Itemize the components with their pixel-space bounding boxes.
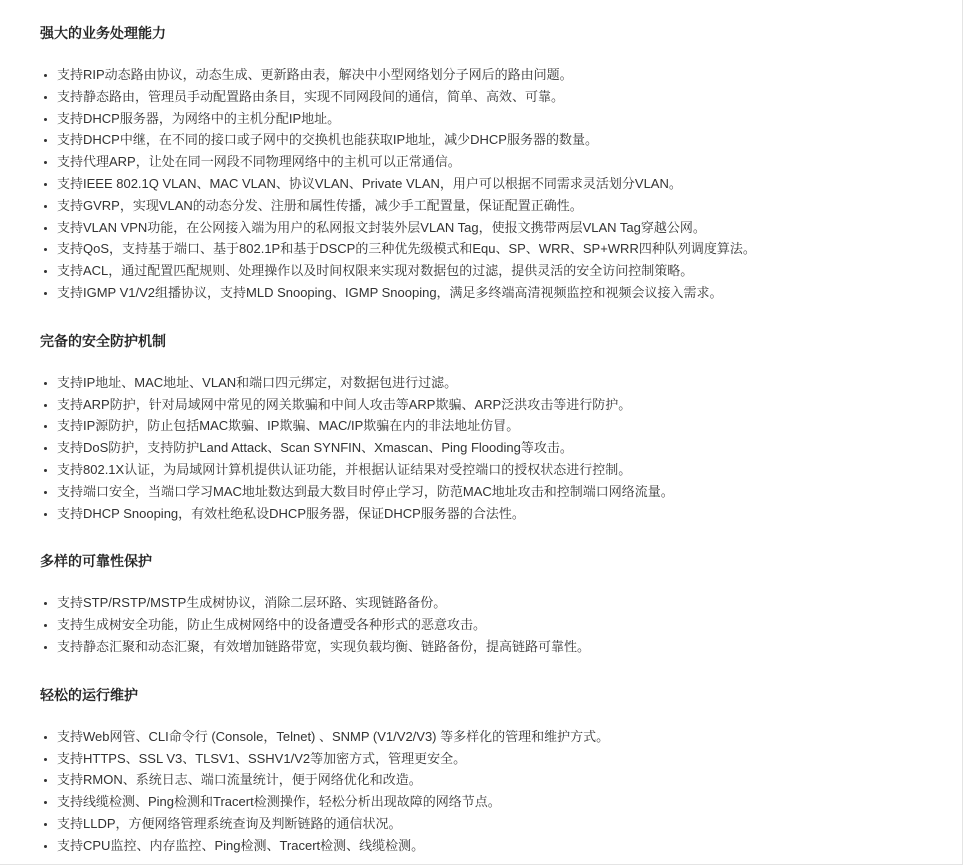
section-reliability-protection <box>40 552 922 657</box>
list-item: • 支持线缆检测、Ping检测和Tracert检测操作，轻松分析出现故障的网络节点。 <box>57 791 922 813</box>
feature-list-security-protection <box>40 372 922 525</box>
list-item: • 支持802.1X认证，为局域网计算机提供认证功能，并根据认证结果对受控端口的授权状态进行控制。 <box>57 459 922 481</box>
list-item: • 支持STP/RSTP/MSTP生成树协议，消除二层环路、实现链路备份。 <box>57 592 922 614</box>
list-item: • 支持ARP防护，针对局域网中常见的网关欺骗和中间人攻击等ARP欺骗、ARP泛洪攻击等进行防护。 <box>57 394 922 416</box>
list-item: • 支持Web网管、CLI命令行 (Console，Telnet) 、SNMP (V1/V2/V3) 等多样化的管理和维护方式。 <box>57 726 922 748</box>
list-item: • 支持LLDP，方便网络管理系统查询及判断链路的通信状况。 <box>57 813 922 835</box>
list-item: • 支持IEEE 802.1Q VLAN、MAC VLAN、协议VLAN、Private VLAN，用户可以根据不同需求灵活划分VLAN。 <box>57 173 922 195</box>
list-item: • 支持IP地址、MAC地址、VLAN和端口四元绑定，对数据包进行过滤。 <box>57 372 922 394</box>
list-item: • 支持ACL，通过配置匹配规则、处理操作以及时间权限来实现对数据包的过滤，提供灵活的安全访问控制策略。 <box>57 260 922 282</box>
section-heading-reliability-protection: 多样的可靠性保护 <box>40 553 152 570</box>
section-heading-business-capability: 强大的业务处理能力 <box>40 25 166 41</box>
list-item: • 支持QoS，支持基于端口、基于802.1P和基于DSCP的三种优先级模式和Equ、SP、WRR、SP+WRR四种队列调度算法。 <box>57 238 922 260</box>
list-item: • 支持DHCP中继，在不同的接口或子网中的交换机也能获取IP地址，减少DHCP服务器的数量。 <box>57 129 922 151</box>
list-item: • 支持DHCP Snooping，有效杜绝私设DHCP服务器，保证DHCP服务器的合法性。 <box>57 503 922 525</box>
section-security-protection <box>40 332 922 525</box>
list-item: • 支持端口安全，当端口学习MAC地址数达到最大数目时停止学习，防范MAC地址攻击和控制端口网络流量。 <box>57 481 922 503</box>
list-item: • 支持静态路由，管理员手动配置路由条目，实现不同网段间的通信，简单、高效、可靠。 <box>57 86 922 108</box>
section-business-capability <box>40 24 922 304</box>
list-item: • 支持生成树安全功能，防止生成树网络中的设备遭受各种形式的恶意攻击。 <box>57 614 922 636</box>
list-item: • 支持IP源防护，防止包括MAC欺骗、IP欺骗、MAC/IP欺骗在内的非法地址仿冒。 <box>57 415 922 437</box>
list-item: • 支持DHCP服务器，为网络中的主机分配IP地址。 <box>57 108 922 130</box>
list-item: • 支持HTTPS、SSL V3、TLSV1、SSHV1/V2等加密方式，管理更安全。 <box>57 748 922 770</box>
list-item: • 支持GVRP，实现VLAN的动态分发、注册和属性传播，减少手工配置量，保证配置正确性。 <box>57 195 922 217</box>
section-heading-easy-maintenance: 轻松的运行维护 <box>40 686 138 703</box>
feature-list-business-capability <box>40 64 922 304</box>
list-item: • 支持IGMP V1/V2组播协议，支持MLD Snooping、IGMP Snooping，满足多终端高清视频监控和视频会议接入需求。 <box>57 282 922 304</box>
section-easy-maintenance <box>40 686 922 857</box>
section-heading-security-protection: 完备的安全防护机制 <box>40 332 166 349</box>
list-item: • 支持代理ARP，让处在同一网段不同物理网络中的主机可以正常通信。 <box>57 151 922 173</box>
list-item: • 支持CPU监控、内存监控、Ping检测、Tracert检测、线缆检测。 <box>57 835 922 857</box>
list-item: • 支持VLAN VPN功能，在公网接入端为用户的私网报文封装外层VLAN Tag，使报文携带两层VLAN Tag穿越公网。 <box>57 217 922 239</box>
list-item: • 支持RMON、系统日志、端口流量统计，便于网络优化和改造。 <box>57 769 922 791</box>
list-item: • 支持DoS防护，支持防护Land Attack、Scan SYNFIN、Xmascan、Ping Flooding等攻击。 <box>57 437 922 459</box>
feature-list-reliability-protection <box>40 592 922 657</box>
feature-list-easy-maintenance <box>40 726 922 857</box>
list-item: • 支持静态汇聚和动态汇聚，有效增加链路带宽，实现负载均衡、链路备份，提高链路可靠性。 <box>57 636 922 658</box>
list-item: • 支持RIP动态路由协议，动态生成、更新路由表，解决中小型网络划分子网后的路由问题。 <box>57 64 922 86</box>
